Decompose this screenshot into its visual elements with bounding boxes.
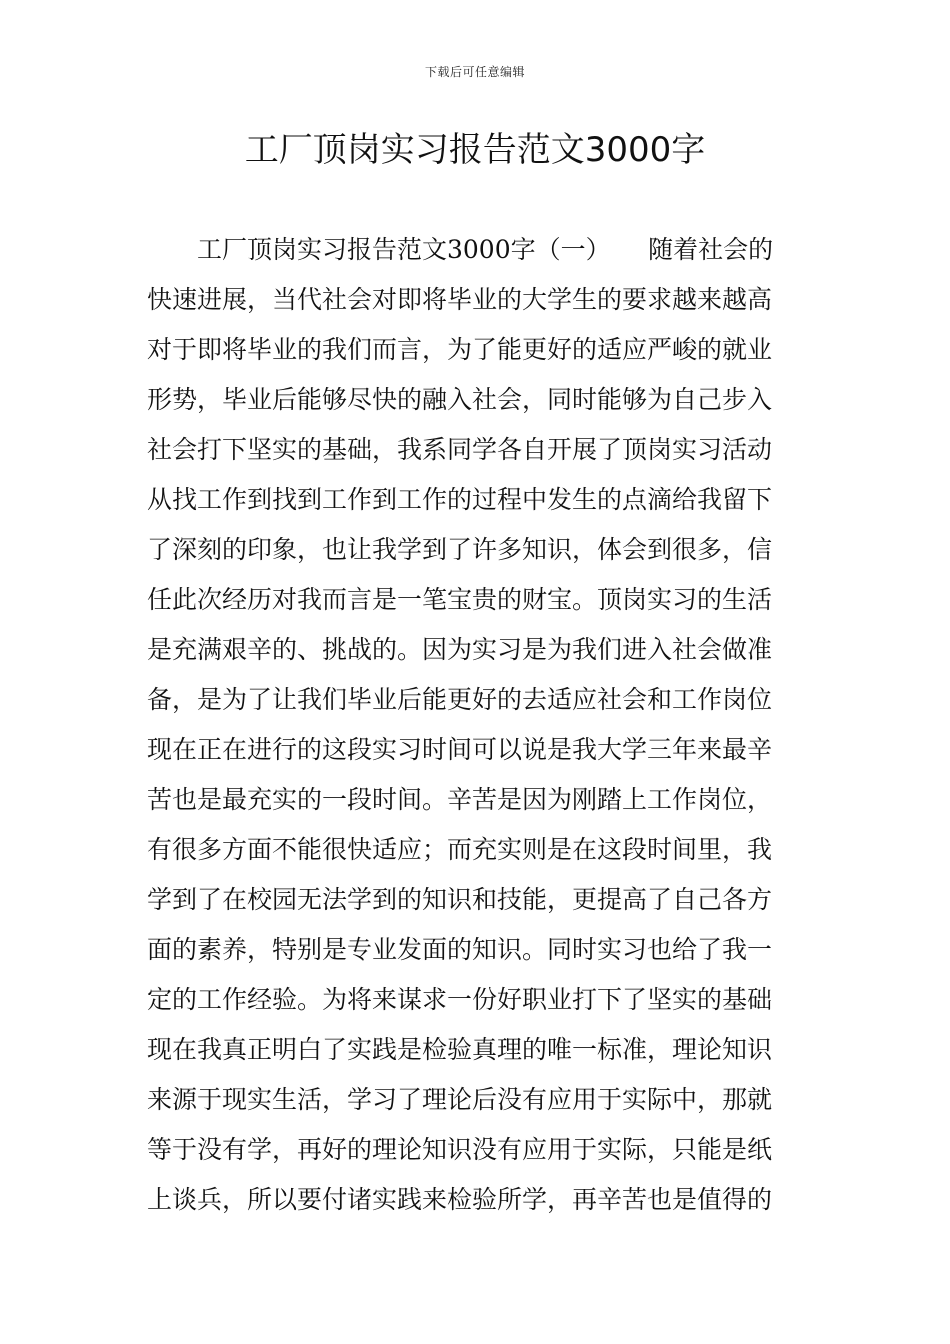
body-line: 现在正在进行的这段实习时间可以说是我大学三年来最辛 (147, 735, 773, 764)
body-line: 苦也是最充实的一段时间。辛苦是因为刚踏上工作岗位， (147, 785, 773, 814)
body-line: 对于即将毕业的我们而言，为了能更好的适应严峻的就业 (147, 335, 773, 364)
body-line: 来源于现实生活，学习了理论后没有应用于实际中，那就 (147, 1085, 773, 1114)
body-line: 快速进展，当代社会对即将毕业的大学生的要求越来越高 (147, 285, 773, 314)
body-line: 社会打下坚实的基础，我系同学各自开展了顶岗实习活动 (147, 435, 773, 464)
body-line: 现在我真正明白了实践是检验真理的唯一标准，理论知识 (147, 1035, 773, 1064)
body-line: 了深刻的印象，也让我学到了许多知识，体会到很多，信 (147, 535, 773, 564)
body-line: 等于没有学，再好的理论知识没有应用于实际，只能是纸 (147, 1135, 773, 1164)
body-line: 从找工作到找到工作到工作的过程中发生的点滴给我留下 (147, 485, 773, 514)
page-header: 下载后可任意编辑 (424, 65, 525, 79)
body-line: 是充满艰辛的、挑战的。因为实习是为我们进入社会做准 (147, 635, 773, 664)
document-body (147, 225, 807, 1225)
body-line: 学到了在校园无法学到的知识和技能，更提高了自己各方 (147, 885, 773, 914)
body-line: 上谈兵，所以要付诸实践来检验所学，再辛苦也是值得的 (147, 1185, 773, 1214)
body-line: 有很多方面不能很快适应；而充实则是在这段时间里，我 (147, 835, 773, 864)
body-line: 形势，毕业后能够尽快的融入社会，同时能够为自己步入 (147, 385, 773, 414)
body-line: 定的工作经验。为将来谋求一份好职业打下了坚实的基础 (147, 985, 773, 1014)
body-line: 任此次经历对我而言是一笔宝贵的财宝。顶岗实习的生活 (147, 585, 773, 614)
body-line: 工厂顶岗实习报告范文3000字（一） 随着社会的 (197, 235, 774, 264)
body-line: 面的素养，特别是专业发面的知识。同时实习也给了我一 (147, 935, 773, 964)
document-title: 工厂顶岗实习报告范文3000字 (244, 130, 706, 170)
body-line: 备，是为了让我们毕业后能更好的去适应社会和工作岗位 (147, 685, 773, 714)
